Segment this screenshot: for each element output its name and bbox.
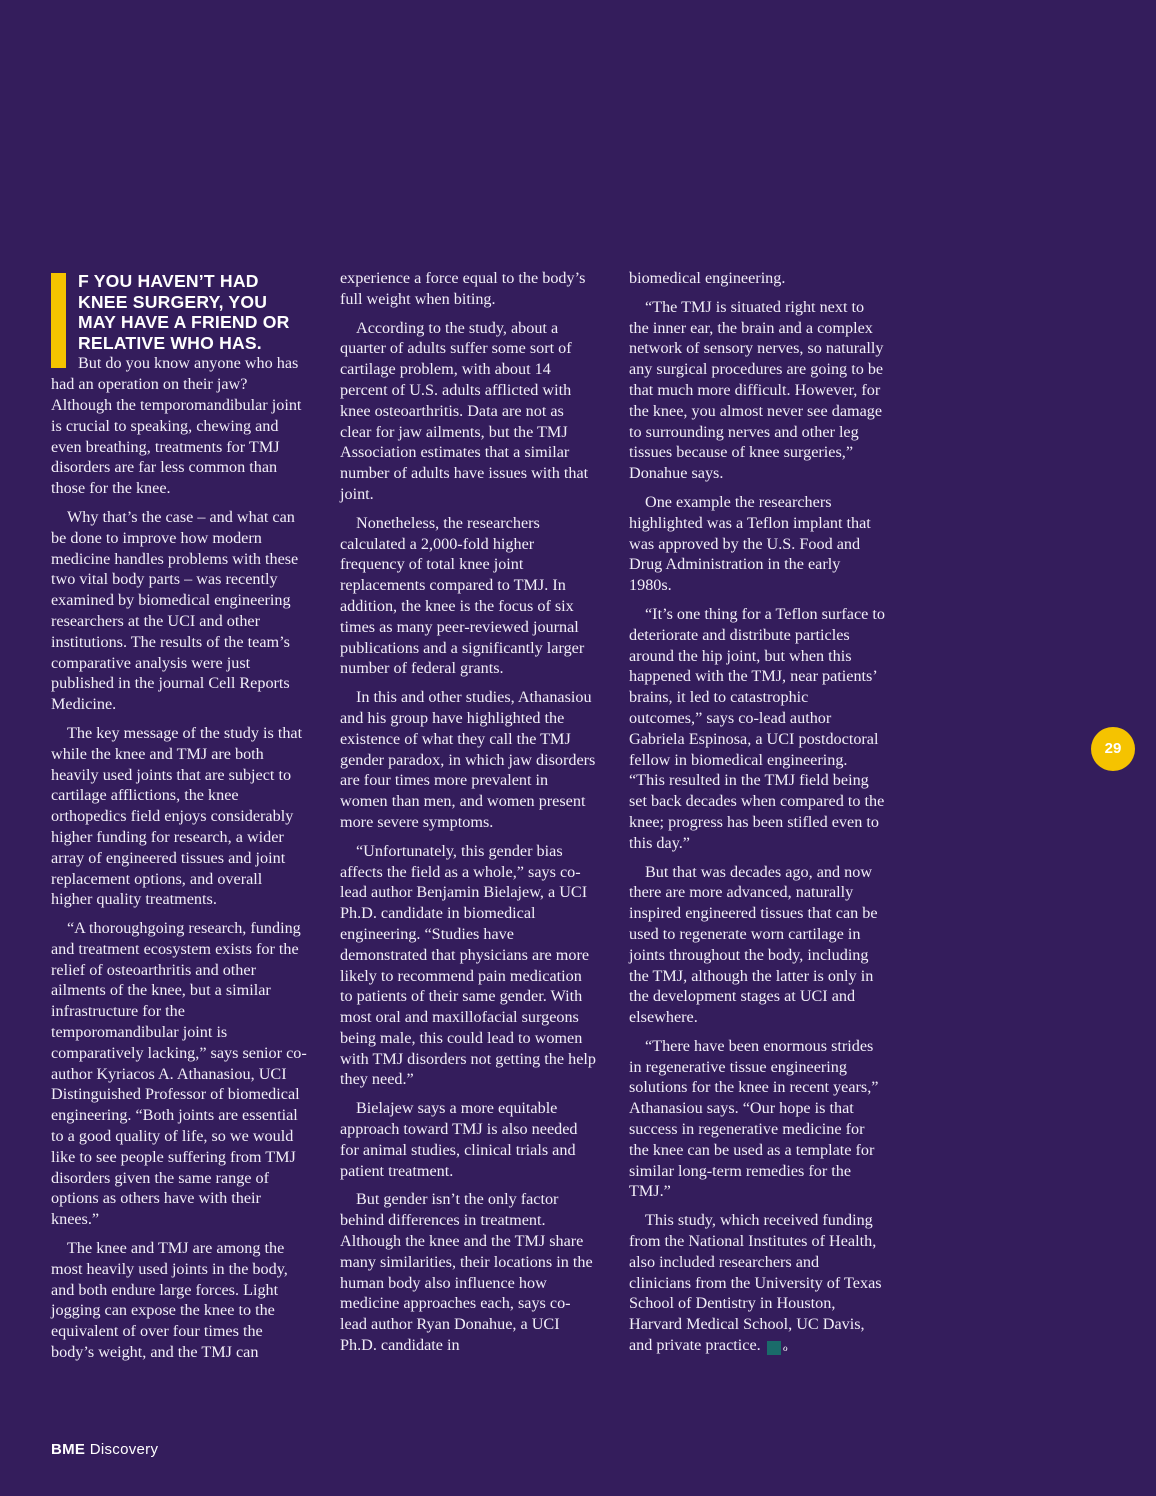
article-column-2 — [340, 268, 596, 1364]
paragraph-final-text: This study, which received funding from the National Institutes of Health, also included researchers and clinicians from the University of Texas School of Dentistry in Houston, Harvard Medical School, UC Davis, and private practice. — [629, 1211, 882, 1355]
page-number-badge: 29 — [1091, 727, 1135, 771]
lead-heading: F YOU HAVEN’T HAD KNEE SURGERY, YOU MAY HAVE A FRIEND OR RELATIVE WHO HAS. — [78, 271, 290, 353]
lead-block — [51, 271, 307, 353]
paragraph: But that was decades ago, and now there are more advanced, naturally inspired engineered tissues that can be used to regenerate worn cartilage in joints throughout the body, including the TMJ, although the latter is only in the development stages at UCI and elsewhere. — [629, 862, 878, 1027]
paragraph: In this and other studies, Athanasiou and his group have highlighted the existence of what they call the TMJ gender paradox, in which jaw disorders are four times more prevalent in women than men, and women present more severe symptoms. — [340, 688, 596, 831]
end-mark-icon: ℴ — [767, 1341, 781, 1355]
paragraph: Why that’s the case – and what can be done to improve how modern medicine handles problems with these two vital body parts – was recently examined by biomedical engineering researchers at the UCI and other institutions. The results of the team’s comparative analysis were just published in the journal Cell Reports Medicine. — [51, 507, 299, 714]
paragraph: Nonetheless, the researchers calculated a 2,000-fold higher frequency of total knee joint replacements compared to TMJ. In addition, the knee is the focus of six times as many peer-reviewed journal publications and a significantly larger number of federal grants. — [340, 513, 585, 678]
footer — [51, 1441, 158, 1458]
paragraph: experience a force equal to the body’s full weight when biting. — [340, 269, 586, 308]
article-column-1 — [51, 268, 307, 1371]
paragraph: But gender isn’t the only factor behind differences in treatment. Although the knee and the TMJ share many similarities, their locations in the human body also influence how medicine approaches each, says co-lead author Ryan Donahue, a UCI Ph.D. candidate in — [340, 1190, 593, 1355]
drop-cap-bar — [51, 273, 66, 368]
paragraph: According to the study, about a quarter of adults suffer some sort of cartilage problem, with about 14 percent of U.S. adults afflicted with knee osteoarthritis. Data are not as clear for jaw ailments, but the TMJ Association estimates that a similar number of adults have issues with that joint. — [340, 318, 589, 503]
paragraph: “The TMJ is situated right next to the inner ear, the brain and a complex network of sensory nerves, so naturally any surgical procedures are going to be that much more difficult. However, for the knee, you almost never see damage to surrounding nerves and other leg tissues because of knee surgeries,” Donahue says. — [629, 297, 884, 483]
paragraph: “Unfortunately, this gender bias affects the field as a whole,” says co-lead author Benjamin Bielajew, a UCI Ph.D. candidate in biomedical engineering. “Studies have demonstrated that physicians are more likely to recommend pain medication to patients of their same gender. With most oral and maxillofacial surgeons being male, this could lead to women with TMJ disorders not getting the help they need.” — [340, 841, 596, 1089]
paragraph-final — [629, 1210, 885, 1356]
paragraph: The knee and TMJ are among the most heavily used joints in the body, and both endure large forces. Light jogging can expose the knee to the equivalent of over four times the body’s weight, and the TMJ can — [51, 1239, 288, 1362]
footer-section: Discovery — [89, 1441, 159, 1458]
paragraph: “A thoroughgoing research, funding and treatment ecosystem exists for the relief of osteoarthritis and other ailments of the knee, but a similar infrastructure for the temporomandibular joint is comparatively lacking,” says senior co-author Kyriacos A. Athanasiou, UCI Distinguished Professor of biomedical engineering. “Both joints are essential to a good quality of life, so we would like to see people suffering from TMJ disorders given the same range of options as others have with their knees.” — [51, 919, 307, 1229]
paragraph: biomedical engineering. — [629, 269, 786, 287]
footer-brand: BME — [51, 1441, 86, 1458]
paragraph: But do you know anyone who has had an operation on their jaw? Although the temporomandibular joint is crucial to speaking, chewing and even breathing, treatments for TMJ disorders are far less common than those for the knee. — [51, 354, 302, 498]
paragraph: “There have been enormous strides in regenerative tissue engineering solutions for the knee in recent years,” Athanasiou says. “Our hope is that success in regenerative medicine for the knee can be used as a template for similar long-term remedies for the TMJ.” — [629, 1036, 879, 1201]
paragraph: Bielajew says a more equitable approach toward TMJ is also needed for animal studies, clinical trials and patient treatment. — [340, 1099, 578, 1180]
paragraph: The key message of the study is that while the knee and TMJ are both heavily used joints that are subject to cartilage afflictions, the knee orthopedics field enjoys considerably higher funding for research, a wider array of engineered tissues and joint replacement options, and overall higher quality treatments. — [51, 723, 303, 909]
paragraph: “It’s one thing for a Teflon surface to deteriorate and distribute particles around the hip joint, but when this happened with the TMJ, near patients’ brains, it led to catastrophic outcomes,” says co-lead author Gabriela Espinosa, a UCI postdoctoral fellow in biomedical engineering. “This resulted in the TMJ field being set back decades when compared to the knee; progress has been stifled even to this day.” — [629, 604, 885, 852]
article-column-3 — [629, 268, 885, 1364]
paragraph: One example the researchers highlighted was a Teflon implant that was approved by the U.S. Food and Drug Administration in the early 1980s. — [629, 492, 871, 595]
